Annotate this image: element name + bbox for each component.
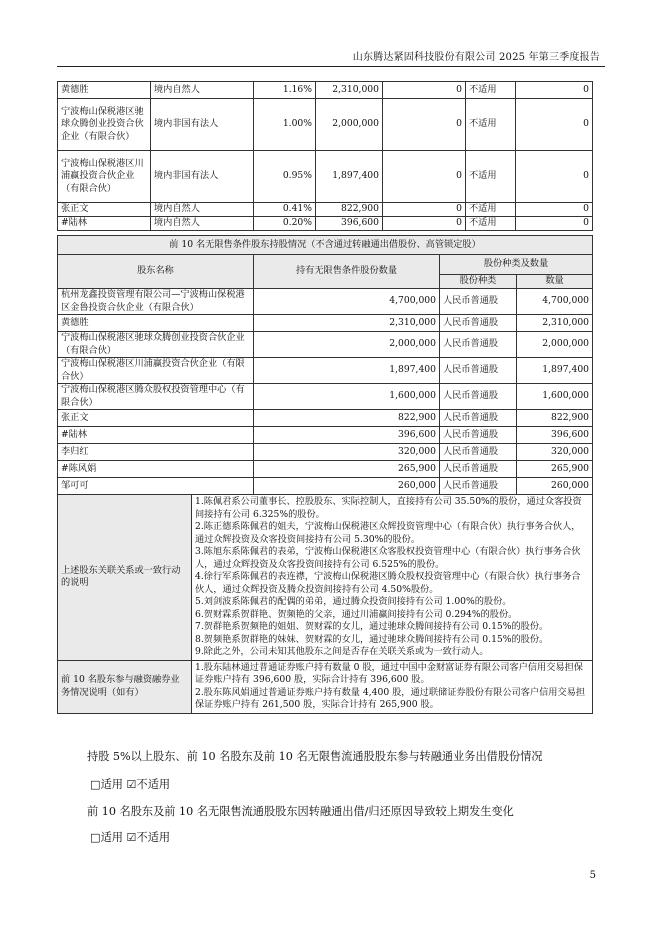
header-row <box>58 255 593 275</box>
holder-qty: 320,000 <box>254 444 440 461</box>
table-row <box>58 289 593 315</box>
relation-note: 6.贺财霖系贺群艳、贺频艳的父亲，通过川浦赢间接持有公司 0.294%的股份。 <box>195 608 518 620</box>
holder-ratio: 1.16% <box>254 82 316 99</box>
holder-name: 李归红 <box>58 444 254 461</box>
holder-name: #陈风娟 <box>58 461 254 478</box>
share-amount: 265,900 <box>517 461 593 478</box>
pledge-qty: 0 <box>516 82 593 99</box>
share-amount: 1,897,400 <box>517 358 593 384</box>
pledge-status: 不适用 <box>466 82 516 99</box>
holder-name: 黄德胜 <box>58 315 254 332</box>
restricted-shares: 0 <box>383 99 466 151</box>
relation-label: 上述股东关联关系或一致行动的说明 <box>58 495 192 661</box>
relation-note: 7.贺群艳系贺频艳的姐姐、贺财霖的女儿，通过驰球众腾间接持有公司 0.15%的股份。 <box>195 621 549 632</box>
table-title: 前 10 名无限售条件股东持股情况（不含通过转融通出借股份、高管锁定股） <box>58 236 593 255</box>
relation-row <box>58 495 593 661</box>
share-amount: 260,000 <box>517 478 593 495</box>
holder-type: 境内自然人 <box>151 82 254 99</box>
restricted-shares: 0 <box>383 217 466 231</box>
holder-shares: 2,000,000 <box>316 99 383 151</box>
share-type: 人民币普通股 <box>440 384 517 410</box>
table-row <box>58 203 593 217</box>
pledge-qty: 0 <box>516 203 593 217</box>
holder-name: 宁波梅山保税港区腾众股权投资管理中心（有限合伙） <box>58 384 254 410</box>
margin-label: 前 10 名股东参与融资融券业务情况说明（如有） <box>58 660 192 713</box>
pledge-status: 不适用 <box>466 217 516 231</box>
holder-name: 宁波梅山保税港区川浦赢投资合伙企业（有限合伙） <box>58 151 151 203</box>
holder-type: 境内自然人 <box>151 203 254 217</box>
pledge-qty: 0 <box>516 151 593 203</box>
table-row <box>58 427 593 444</box>
table-title-row <box>58 236 593 255</box>
header-divider <box>57 66 605 67</box>
holder-shares: 1,897,400 <box>316 151 383 203</box>
holder-ratio: 1.00% <box>254 99 316 151</box>
holder-ratio: 0.41% <box>254 203 316 217</box>
holder-type: 境内非国有法人 <box>151 151 254 203</box>
holder-name: 宁波梅山保税港区川浦赢投资合伙企业（有限合伙） <box>58 358 254 384</box>
share-amount: 2,000,000 <box>517 332 593 358</box>
pledge-status: 不适用 <box>466 99 516 151</box>
share-type: 人民币普通股 <box>440 358 517 384</box>
col-header-type-group: 股份种类及数量 <box>440 255 593 275</box>
share-amount: 4,700,000 <box>517 289 593 315</box>
holder-name: 宁波梅山保税港区驰球众腾创业投资合伙企业（有限合伙） <box>58 99 151 151</box>
restricted-shares: 0 <box>383 203 466 217</box>
col-header-name: 股东名称 <box>58 255 254 289</box>
holder-qty: 2,310,000 <box>254 315 440 332</box>
relation-note: 5.刘剑波系陈佩君的配偶的弟弟，通过腾众投资间接持有公司 1.00%的股份。 <box>195 596 512 607</box>
holder-shares: 822,900 <box>316 203 383 217</box>
table-row <box>58 332 593 358</box>
share-type: 人民币普通股 <box>440 461 517 478</box>
holder-type: 境内非国有法人 <box>151 99 254 151</box>
holder-ratio: 0.95% <box>254 151 316 203</box>
holder-name: #陆林 <box>58 427 254 444</box>
share-type: 人民币普通股 <box>440 332 517 358</box>
relation-note: 3.陈旭东系陈佩君的表弟，宁波梅山保税港区众客股权投资管理中心（有限合伙）执行事务合伙人，通过众辉投资及众客投资间接持有公司 6.525%的股份。 <box>195 546 581 570</box>
table-row <box>58 82 593 99</box>
holder-name: 张正文 <box>58 410 254 427</box>
restricted-shares: 0 <box>383 151 466 203</box>
holder-shares: 396,600 <box>316 217 383 231</box>
table-row <box>58 478 593 495</box>
share-type: 人民币普通股 <box>440 427 517 444</box>
table-row <box>58 384 593 410</box>
table-row <box>58 99 593 151</box>
holder-qty: 2,000,000 <box>254 332 440 358</box>
pledge-qty: 0 <box>516 99 593 151</box>
applicability-choice-1: □适用 ☑不适用 <box>90 778 171 791</box>
section-heading-lending: 持股 5%以上股东、前 10 名股东及前 10 名无限售流通股股东参与转融通业务出借股份情况 <box>87 750 543 763</box>
relation-note: 2.陈正德系陈佩君的姐夫，宁波梅山保税港区众辉投资管理中心（有限合伙）执行事务合伙人，通过众辉投资及众客投资间接持有公司 5.30%的股份。 <box>195 521 581 545</box>
relation-note: 8.贺频艳系贺群艳的妹妹、贺财霖的女儿，通过驰球众腾间接持有公司 0.15%的股份。 <box>195 633 549 645</box>
share-type: 人民币普通股 <box>440 444 517 461</box>
relation-note: 9.除此之外，公司未知其他股东之间是否存在关联关系或为一致行动人。 <box>195 646 489 657</box>
margin-note: 1.股东陆林通过普通证券账户持有数量 0 股，通过中国中金财富证券有限公司客户信用交易担保证券账户持有 396,600 股，实际合计持有 396,600 股。 <box>195 661 583 685</box>
holder-qty: 4,700,000 <box>254 289 440 315</box>
pledge-status: 不适用 <box>466 151 516 203</box>
share-type: 人民币普通股 <box>440 289 517 315</box>
margin-row <box>58 660 593 713</box>
relation-notes <box>192 495 593 661</box>
table-row <box>58 444 593 461</box>
holder-qty: 260,000 <box>254 478 440 495</box>
table-row <box>58 410 593 427</box>
holder-ratio: 0.20% <box>254 217 316 231</box>
col-header-type: 股份种类 <box>440 275 517 289</box>
holder-name: #陆林 <box>58 217 151 231</box>
col-header-qty: 持有无限售条件股份数量 <box>254 255 440 289</box>
holder-qty: 1,600,000 <box>254 384 440 410</box>
share-amount: 1,600,000 <box>517 384 593 410</box>
holder-name: 邹可可 <box>58 478 254 495</box>
holder-qty: 822,900 <box>254 410 440 427</box>
pledge-status: 不适用 <box>466 203 516 217</box>
share-amount: 320,000 <box>517 444 593 461</box>
holder-shares: 2,310,000 <box>316 82 383 99</box>
page-number: 5 <box>589 870 596 881</box>
holder-qty: 265,900 <box>254 461 440 478</box>
holder-name: 杭州龙鑫投资管理有限公司—宁波梅山保税港区金鲁投资合伙企业（有限合伙） <box>58 289 254 315</box>
share-type: 人民币普通股 <box>440 410 517 427</box>
holder-qty: 396,600 <box>254 427 440 444</box>
top-holders-table <box>57 81 593 231</box>
share-amount: 822,900 <box>517 410 593 427</box>
applicability-choice-2: □适用 ☑不适用 <box>90 831 171 844</box>
col-header-amount: 数量 <box>517 275 593 289</box>
report-header: 山东腾达紧固科技股份有限公司 2025 年第三季度报告 <box>352 52 600 63</box>
relation-note: 4.徐行军系陈佩君的表连襟，宁波梅山保税港区腾众股权投资管理中心（有限合伙）执行事务合伙人，通过众辉投资及腾众投资间接持有公司 4.50%股份。 <box>195 571 581 595</box>
section-heading-change: 前 10 名股东及前 10 名无限售流通股股东因转融通出借/归还原因导致较上期发生变化 <box>87 805 514 818</box>
holder-type: 境内自然人 <box>151 217 254 231</box>
margin-note: 2.股东陈风娟通过普通证券账户持有数量 4,400 股，通过联储证券股份有限公司客户信用交易担保证券账户持有 261,500 股，实际合计持有 265,900 股。 <box>195 686 586 710</box>
holder-name: 张正文 <box>58 203 151 217</box>
share-amount: 2,310,000 <box>517 315 593 332</box>
share-type: 人民币普通股 <box>440 315 517 332</box>
table-row <box>58 151 593 203</box>
table-row <box>58 461 593 478</box>
table-row <box>58 358 593 384</box>
table-row <box>58 217 593 231</box>
pledge-qty: 0 <box>516 217 593 231</box>
holder-name: 宁波梅山保税港区驰球众腾创业投资合伙企业（有限合伙） <box>58 332 254 358</box>
holder-name: 黄德胜 <box>58 82 151 99</box>
relation-note: 1.陈佩君系公司董事长、控股股东、实际控制人，直接持有公司 35.50%的股份，通过众客投资间接持有公司 6.325%的股份。 <box>195 496 582 520</box>
top10-unrestricted-table <box>57 235 593 714</box>
share-amount: 396,600 <box>517 427 593 444</box>
restricted-shares: 0 <box>383 82 466 99</box>
margin-notes <box>192 660 593 713</box>
share-type: 人民币普通股 <box>440 478 517 495</box>
table-row <box>58 315 593 332</box>
holder-qty: 1,897,400 <box>254 358 440 384</box>
